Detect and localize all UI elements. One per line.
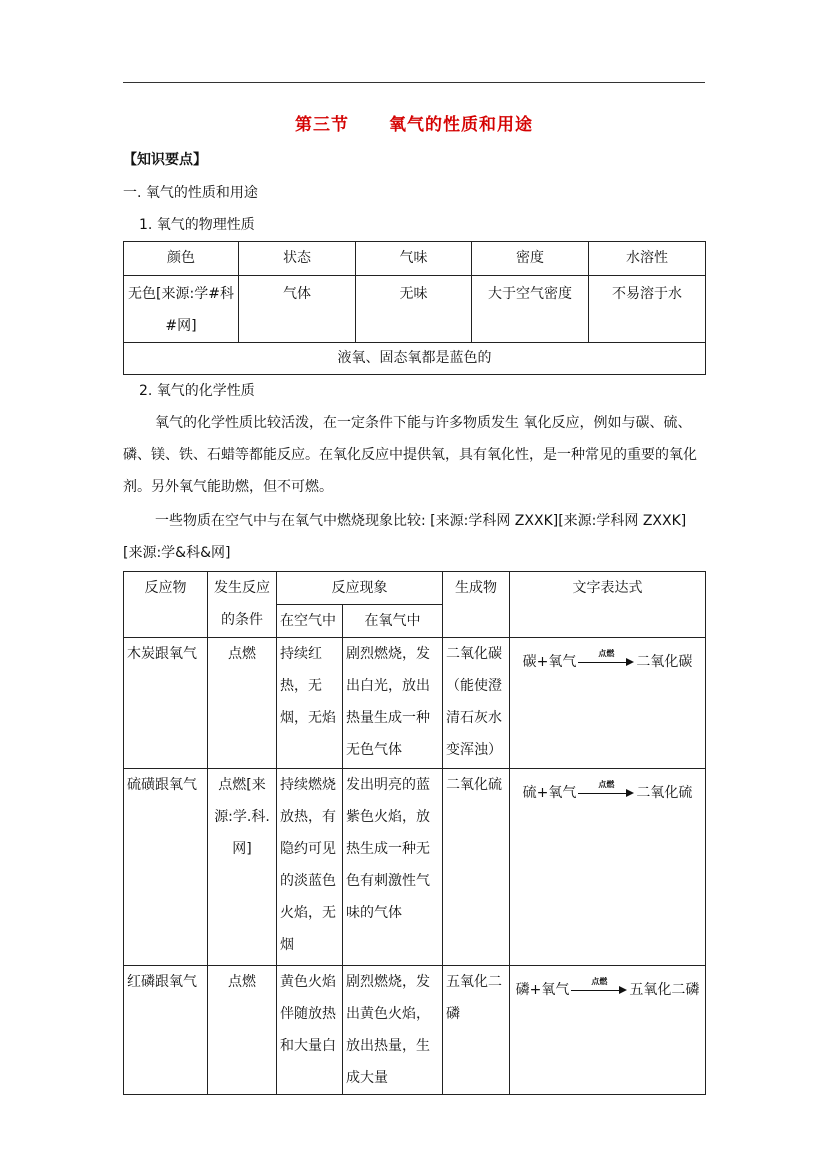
header-solubility: 水溶性 bbox=[589, 242, 706, 276]
cell-reactant: 木炭跟氧气 bbox=[124, 638, 208, 769]
cell-density: 大于空气密度 bbox=[472, 276, 589, 343]
table-row bbox=[124, 638, 706, 769]
cell-in-air: 持续红热，无烟，无焰 bbox=[277, 638, 343, 769]
title-section-number: 第三节 bbox=[295, 115, 349, 135]
section-label: 【知识要点】 bbox=[123, 152, 207, 168]
arrow-condition-label: 点燃 bbox=[598, 780, 615, 789]
header-state: 状态 bbox=[239, 242, 356, 276]
header-color: 颜色 bbox=[124, 242, 239, 276]
equation-reactants: 磷+氧气 bbox=[515, 982, 570, 998]
header-product: 生成物 bbox=[443, 572, 510, 638]
cell-equation bbox=[510, 638, 706, 769]
table-row bbox=[124, 966, 706, 1095]
cell-state: 气体 bbox=[239, 276, 356, 343]
cell-product: 五氧化二磷 bbox=[443, 966, 510, 1095]
header-phenomenon: 反应现象 bbox=[277, 572, 443, 605]
cell-in-oxygen: 发出明亮的蓝紫色火焰，放热生成一种无色有刺激性气味的气体 bbox=[343, 769, 443, 966]
reaction-arrow-icon bbox=[578, 649, 634, 669]
header-odor: 气味 bbox=[356, 242, 472, 276]
combustion-comparison-table bbox=[123, 571, 706, 1095]
arrow-condition-label: 点燃 bbox=[598, 649, 615, 658]
cell-product: 二氧化硫 bbox=[443, 769, 510, 966]
heading-properties-uses: 一. 氧气的性质和用途 bbox=[123, 185, 258, 201]
title-text: 氧气的性质和用途 bbox=[389, 115, 533, 135]
header-rule bbox=[123, 82, 705, 83]
equation-reactants: 硫+氧气 bbox=[522, 785, 577, 801]
table-header-row bbox=[124, 242, 706, 276]
equation-products: 二氧化硫 bbox=[636, 785, 693, 801]
reaction-arrow-icon bbox=[571, 977, 627, 997]
cell-equation bbox=[510, 966, 706, 1095]
cell-condition: 点燃 bbox=[208, 638, 277, 769]
page-title bbox=[123, 110, 705, 135]
header-density: 密度 bbox=[472, 242, 589, 276]
cell-in-air: 持续燃烧放热，有隐约可见的淡蓝色火焰，无烟 bbox=[277, 769, 343, 966]
word-equation bbox=[523, 777, 693, 809]
equation-products: 五氧化二磷 bbox=[629, 982, 700, 998]
cell-color: 无色[来源:学#科#网] bbox=[124, 276, 239, 343]
cell-solubility: 不易溶于水 bbox=[589, 276, 706, 343]
header-in-air: 在空气中 bbox=[277, 605, 343, 638]
cell-odor: 无味 bbox=[356, 276, 472, 343]
table-row bbox=[124, 769, 706, 966]
table-note-row bbox=[124, 343, 706, 375]
header-equation: 文字表达式 bbox=[510, 572, 706, 638]
heading-chemical-properties: 2. 氧气的化学性质 bbox=[139, 383, 255, 399]
cell-in-oxygen: 剧烈燃烧，发出白光，放出热量生成一种无色气体 bbox=[343, 638, 443, 769]
arrow-condition-label: 点燃 bbox=[591, 977, 608, 986]
table-header-row bbox=[124, 572, 706, 605]
header-condition: 发生反应的条件 bbox=[208, 572, 277, 638]
cell-condition: 点燃 bbox=[208, 966, 277, 1095]
paragraph-comparison-intro: 一些物质在空气中与在氧气中燃烧现象比较: [来源:学科网 ZXXK][来源:学科网 ZXXK][来源:学&科&网] bbox=[123, 513, 687, 561]
cell-note: 液氧、固态氧都是蓝色的 bbox=[124, 343, 706, 375]
cell-in-oxygen: 剧烈燃烧，发出黄色火焰，放出热量，生成大量 bbox=[343, 966, 443, 1095]
cell-equation bbox=[510, 769, 706, 966]
header-reactant: 反应物 bbox=[124, 572, 208, 638]
heading-physical-properties: 1. 氧气的物理性质 bbox=[139, 217, 255, 233]
equation-products: 二氧化碳 bbox=[636, 654, 693, 670]
reaction-arrow-icon bbox=[578, 780, 634, 800]
word-equation bbox=[516, 974, 700, 1006]
word-equation bbox=[523, 646, 693, 678]
cell-condition: 点燃[来源:学.科.网] bbox=[208, 769, 277, 966]
physical-properties-table bbox=[123, 241, 706, 375]
table-row bbox=[124, 276, 706, 343]
cell-in-air: 黄色火焰伴随放热和大量白 bbox=[277, 966, 343, 1095]
equation-reactants: 碳+氧气 bbox=[522, 654, 577, 670]
paragraph-chemical-properties: 氧气的化学性质比较活泼，在一定条件下能与许多物质发生 氧化反应，例如与碳、硫、磷、镁、铁、石蜡等都能反应。在氧化反应中提供氧，具有氧化性，是一种常见的重要的氧化剂。另外氧气能助燃，但不可燃。 bbox=[123, 415, 697, 495]
cell-reactant: 红磷跟氧气 bbox=[124, 966, 208, 1095]
cell-product: 二氧化碳（能使澄清石灰水变浑浊） bbox=[443, 638, 510, 769]
header-in-oxygen: 在氧气中 bbox=[343, 605, 443, 638]
cell-reactant: 硫磺跟氧气 bbox=[124, 769, 208, 966]
